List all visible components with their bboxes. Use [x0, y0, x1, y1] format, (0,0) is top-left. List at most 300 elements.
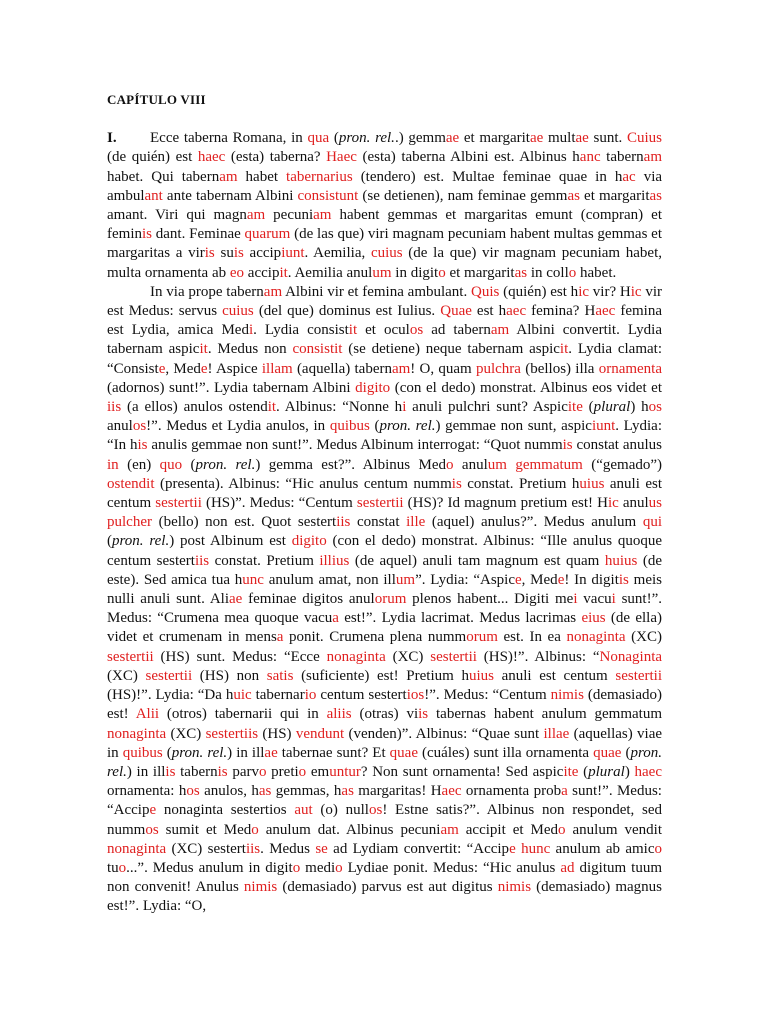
text-run: (tendero) est. Multae feminae quae in h	[352, 168, 623, 185]
highlighted-word: os	[409, 322, 424, 339]
text-run: anulum vendit	[565, 821, 662, 838]
highlighted-word: vendunt	[295, 725, 345, 742]
highlighted-word: ic	[607, 495, 619, 512]
text-run: tabernas habent anulum gemmatum	[428, 706, 662, 723]
paragraph-2	[107, 283, 662, 917]
text-run: sumit et Med	[158, 821, 252, 838]
text-run: (XC)	[166, 725, 206, 742]
highlighted-word: iunt	[591, 418, 616, 435]
text-run: (venden)”. Albinus: “Quae sunt	[344, 725, 544, 742]
text-run: (con el dedo) monstrat. Albinus: “Ille anulus quoque centum sestert	[107, 533, 663, 569]
highlighted-word: in	[107, 456, 119, 473]
highlighted-word: o	[118, 859, 127, 876]
highlighted-word: io	[304, 687, 317, 704]
text-run: habet	[237, 168, 287, 185]
text-run: . Aemilia,	[304, 245, 371, 262]
highlighted-word: qui	[642, 514, 662, 531]
highlighted-word: a	[561, 783, 568, 800]
highlighted-word: iis	[336, 514, 351, 531]
highlighted-word: digito	[355, 379, 391, 396]
text-run: digitum tuum non convenit! Anulus	[107, 859, 662, 896]
text-run: (demasiado) parvus est aut digitus	[277, 879, 498, 896]
highlighted-word: aliis	[326, 706, 352, 723]
highlighted-word: gemmatum	[515, 456, 583, 473]
text-run: anuli pulchri sunt? Aspic	[406, 399, 568, 416]
text-run: et ocul	[357, 322, 410, 339]
text-run: parv	[227, 763, 259, 780]
highlighted-word: nonaginta	[107, 840, 167, 857]
highlighted-word: cuius	[222, 303, 254, 320]
highlighted-word: iis	[194, 552, 210, 569]
text-run: em	[306, 763, 330, 780]
text-run: (HS) non	[192, 667, 267, 684]
text-run: et margarit	[459, 130, 530, 147]
text-run: nonaginta sestertios	[156, 802, 295, 819]
text-run: Ecce taberna Romana, in	[150, 130, 308, 147]
text-run: constat anulus	[572, 437, 662, 454]
text-run: tu	[107, 859, 119, 876]
highlighted-word: am	[246, 207, 266, 224]
highlighted-word: os	[368, 802, 383, 819]
text-run: in digit	[391, 264, 439, 281]
highlighted-word: os	[186, 783, 200, 800]
highlighted-word: ite	[563, 763, 579, 780]
text-run: est!”. Lydia lacrimat. Medus lacrimas	[338, 610, 582, 627]
highlighted-word: a	[276, 629, 284, 646]
highlighted-word: it	[279, 264, 288, 281]
highlighted-word: quarum	[244, 226, 291, 243]
highlighted-word: iunt	[281, 245, 305, 262]
highlighted-word: it	[199, 341, 208, 358]
text-run: constat. Pretium	[209, 552, 320, 569]
text-run: ) gemma est?”. Albinus Med	[255, 456, 447, 473]
highlighted-word: o	[298, 763, 307, 780]
highlighted-word: i	[611, 591, 616, 608]
text-run: ! Aspice	[207, 360, 262, 377]
text-run: et margarit	[579, 187, 650, 204]
highlighted-word: nonaginta	[107, 725, 167, 742]
text-run: (o) null	[312, 802, 369, 819]
text-run: Lydiae ponit. Medus: “Hic anulus	[342, 859, 561, 876]
text-run: (HS)? Id magnum pretium est! H	[403, 495, 608, 512]
highlighted-word: am	[313, 207, 332, 224]
highlighted-word: e	[557, 571, 565, 588]
text-run: mult	[543, 130, 576, 147]
highlighted-word: pulchra	[475, 360, 521, 377]
highlighted-word: is	[142, 226, 153, 243]
highlighted-word: illius	[319, 552, 350, 569]
highlighted-word: se	[315, 840, 328, 857]
text-run: pecuni	[265, 207, 314, 224]
highlighted-word: haec	[634, 763, 662, 780]
text-run: ! In digit	[564, 571, 619, 588]
text-run: su	[214, 245, 234, 262]
paragraph-1	[107, 129, 662, 283]
text-run: dant. Feminae	[152, 226, 245, 243]
highlighted-word: is	[562, 437, 573, 454]
text-run: (a ellos) anulos ostend	[121, 399, 268, 416]
highlighted-word: qua	[307, 130, 330, 147]
text-run: (con el dedo) monstrat. Albinus eos videt et	[390, 379, 662, 396]
highlighted-word: iis	[245, 840, 261, 857]
text-run: vir? H	[589, 283, 631, 300]
highlighted-word: nimis	[497, 879, 532, 896]
highlighted-word: am	[440, 821, 459, 838]
text-run: habet. Qui tabern	[107, 168, 220, 185]
text-run: habent gemmas et margaritas emunt (compran) et femin	[107, 207, 662, 243]
text-run: anulis gemmae non sunt!”. Medus Albinum interrogat: “Quot numm	[147, 437, 563, 454]
text-run: (XC)	[107, 667, 146, 684]
text-run: . Medus	[260, 840, 316, 857]
text-run: sunt!”. Medus: “Accip	[107, 783, 662, 819]
text-run: In via prope tabern	[150, 283, 264, 300]
text-run: (de las que) viri magnam pecuniam habent multas gemmas et margaritas a vir	[107, 226, 662, 262]
text-run: (HS)	[258, 725, 296, 742]
highlighted-word: quibus	[329, 418, 370, 435]
highlighted-word: ios	[406, 687, 425, 704]
text-run: ) h	[630, 399, 649, 416]
text-run: vir est Medus: servus	[107, 283, 663, 320]
text-run: (	[621, 744, 631, 761]
text-run: (demasiado) magnus est!”. Lydia: “O,	[107, 879, 662, 915]
text-run: (esta) taberna?	[225, 149, 327, 166]
highlighted-word: illae	[543, 725, 570, 742]
text-run: (HS)!”. Albinus: “	[476, 648, 600, 665]
highlighted-word: orum	[374, 591, 407, 608]
highlighted-word: as	[258, 783, 272, 800]
text-run: (de ella) videt et crumenam in mens	[107, 610, 662, 646]
text-run: centum sestert	[316, 687, 407, 704]
highlighted-word: aut	[294, 802, 313, 819]
text-run: accip	[244, 264, 280, 281]
highlighted-word: o	[438, 264, 446, 281]
text-run: anul	[107, 418, 133, 435]
highlighted-word: e	[149, 802, 157, 819]
highlighted-word: i	[248, 322, 254, 339]
highlighted-word: ad	[560, 859, 575, 876]
text-run: via ambul	[107, 168, 663, 204]
text-run: ) gemmae non sunt, aspic	[435, 418, 592, 435]
highlighted-word: sestertii	[356, 495, 404, 512]
highlighted-word: aec	[441, 783, 462, 800]
highlighted-word: haec	[197, 149, 226, 166]
text-run: accip	[243, 245, 282, 262]
text-run: ...”. Medus anulum in digit	[126, 859, 293, 876]
text-run: (suficiente) est! Pretium h	[293, 667, 469, 684]
text-run: . Aemilia anul	[287, 264, 373, 281]
text-run: anulum amat, non ill	[263, 571, 396, 588]
text-run: et margarit	[445, 264, 515, 281]
highlighted-word: sestertii	[430, 648, 477, 665]
text-run: ) in ill	[227, 744, 265, 761]
text-run: )	[624, 763, 635, 780]
highlighted-word: aec	[595, 303, 616, 320]
text-run: . Lydia: “In h	[107, 418, 662, 454]
text-run: (HS)”. Medus: “Centum	[201, 495, 357, 512]
text-run: (de este). Sed amica tua h	[107, 552, 662, 588]
highlighted-word: is	[451, 475, 462, 492]
highlighted-word: quibus	[122, 744, 163, 761]
text-run: (	[582, 399, 594, 416]
highlighted-word: os	[132, 418, 147, 435]
highlighted-word: o	[568, 264, 577, 281]
highlighted-word: as	[341, 783, 354, 800]
text-run: (otros) tabernarii qui in	[159, 706, 327, 723]
text-run: anul	[453, 456, 488, 473]
text-run: (cuáles) sunt illa ornamenta	[417, 744, 594, 761]
highlighted-word: orum	[466, 629, 498, 646]
text-run: constat	[350, 514, 407, 531]
highlighted-word: satis	[266, 667, 294, 684]
text-run: sunt!”. Medus: “Crumena mea quoque vacu	[107, 591, 662, 627]
text-run: (	[578, 763, 589, 780]
text-run: est. In ea	[497, 629, 567, 646]
text-run: meis nulli anuli sunt. Ali	[107, 571, 663, 608]
text-run: ”. Lydia: “Aspic	[415, 571, 515, 588]
text-run: ad Lydiam convertit: “Accip	[327, 840, 510, 857]
text-run: ! O, quam	[410, 360, 476, 377]
text-run: (aquella) tabern	[292, 360, 392, 377]
highlighted-word: ite	[567, 399, 583, 416]
text-run: (“gemado”)	[582, 456, 663, 473]
highlighted-word: os	[145, 821, 159, 838]
text-run: ponit. Crumena plena numm	[283, 629, 467, 646]
highlighted-word: ac	[622, 168, 636, 185]
italic-note: pron. rel.	[338, 130, 395, 147]
highlighted-word: sestertii	[155, 495, 202, 512]
text-run: plenos habent... Digiti me	[406, 591, 574, 608]
text-run: tabern	[175, 763, 218, 780]
highlighted-word: pulcher	[107, 514, 152, 531]
text-run: (	[369, 418, 380, 435]
highlighted-word: os	[648, 399, 662, 416]
highlighted-word: ille	[406, 514, 426, 531]
text-run: . Medus non	[207, 341, 293, 358]
highlighted-word: e	[515, 571, 522, 588]
text-run: (	[162, 744, 172, 761]
text-run: anulum dat. Albinus pecuni	[258, 821, 441, 838]
highlighted-word: o	[335, 859, 343, 876]
highlighted-word: nonaginta	[566, 629, 626, 646]
highlighted-word: huius	[604, 552, 638, 569]
highlighted-word: sestertii	[145, 667, 193, 684]
text-run: anulos, h	[199, 783, 259, 800]
highlighted-word: is	[204, 245, 215, 262]
text-run: (adornos) sunt!”. Lydia tabernam Albini	[107, 379, 356, 396]
highlighted-word: ae	[529, 130, 544, 147]
highlighted-word: ornamenta	[598, 360, 663, 377]
text-run: . Lydia consist	[253, 322, 349, 339]
text-run: (se detienen), nam feminae gemm	[358, 187, 568, 204]
text-run: est h	[471, 303, 507, 320]
text-run: sunt.	[588, 130, 627, 147]
text-run: gemmas, h	[271, 783, 342, 800]
text-run: (aquellas) viae in	[107, 725, 663, 761]
highlighted-word: hunc	[521, 840, 551, 857]
highlighted-word: ostendit	[107, 475, 155, 492]
highlighted-word: is	[233, 245, 244, 262]
highlighted-word: a	[332, 610, 339, 627]
highlighted-word: iis	[107, 399, 122, 416]
highlighted-word: i	[402, 399, 407, 416]
text-run: (quién) est h	[499, 283, 579, 300]
highlighted-word: anc	[579, 149, 601, 166]
paragraph-1-body	[107, 130, 662, 280]
highlighted-word: ae	[229, 591, 243, 608]
text-run: accipit et Med	[458, 821, 559, 838]
text-run: constat. Pretium h	[461, 475, 580, 492]
text-run: ) in ill	[126, 763, 166, 780]
text-run: (de la que) vir magnam pecuniam habet, multa ornamenta ab	[107, 245, 662, 281]
text-run: (de quién) est	[107, 149, 198, 166]
text-run: . Lydia clamat: “Consist	[107, 341, 662, 377]
highlighted-word: o	[258, 763, 267, 780]
text-run: !”. Medus: “Centum	[424, 687, 551, 704]
text-run: anuli est centum	[107, 475, 662, 512]
italic-note: pron. rel.	[379, 418, 436, 435]
text-run: tabern	[600, 149, 644, 166]
highlighted-word: e	[509, 840, 516, 857]
text-run: (	[182, 456, 196, 473]
highlighted-word: o	[292, 859, 301, 876]
text-run: amant. Viri qui magn	[107, 207, 247, 224]
highlighted-word: ic	[630, 283, 642, 300]
text-run: ? Non sunt ornamenta! Sed aspic	[360, 763, 564, 780]
highlighted-word: consistunt	[297, 187, 359, 204]
highlighted-word: am	[219, 168, 238, 185]
highlighted-word: e	[200, 360, 208, 377]
highlighted-word: digito	[291, 533, 327, 550]
text-run: (bellos) illa	[520, 360, 599, 377]
text-run: ornamenta: h	[107, 783, 187, 800]
highlighted-word: as	[649, 187, 662, 204]
highlighted-word: um	[395, 571, 416, 588]
highlighted-word: ic	[578, 283, 590, 300]
highlighted-word: i	[573, 591, 578, 608]
text-run: .) gemm	[394, 130, 446, 147]
highlighted-word: uius	[468, 667, 494, 684]
highlighted-word: is	[618, 571, 629, 588]
text-run: (HS) sunt. Medus: “Ecce	[153, 648, 327, 665]
highlighted-word: Quae	[440, 303, 472, 320]
text-run: (se detiene) neque tabernam aspic	[342, 341, 560, 358]
highlighted-word: um	[372, 264, 392, 281]
text-run: (	[329, 130, 339, 147]
highlighted-word: am	[391, 360, 411, 377]
highlighted-word: o	[251, 821, 259, 838]
text-run: habet.	[576, 264, 617, 281]
highlighted-word: eius	[581, 610, 606, 627]
highlighted-word: is	[165, 763, 176, 780]
highlighted-word: am	[490, 322, 510, 339]
text-run: , Med	[165, 360, 201, 377]
text-run: ) post Albinum est	[169, 533, 292, 550]
document-page	[107, 90, 662, 917]
highlighted-word: tabernarius	[286, 168, 353, 185]
italic-note: pron. rel.	[195, 456, 256, 473]
highlighted-word: nimis	[550, 687, 584, 704]
highlighted-word: am	[263, 283, 283, 300]
italic-note: pron. rel.	[107, 744, 662, 780]
text-run: anul	[618, 495, 649, 512]
highlighted-word: us	[648, 495, 663, 512]
text-run: medi	[300, 859, 336, 876]
highlighted-word: illam	[261, 360, 293, 377]
paragraph-number: I.	[107, 130, 117, 147]
highlighted-word: Quis	[471, 283, 500, 300]
text-run: (de aquel) anuli tam magnum est quam	[349, 552, 605, 569]
highlighted-word: sestertii	[107, 648, 154, 665]
highlighted-word: quo	[159, 456, 183, 473]
chapter-title: CAPÍTULO VIII	[107, 92, 206, 107]
text-run: (HS)!”. Lydia: “Da h	[107, 687, 234, 704]
highlighted-word: eo	[229, 264, 245, 281]
highlighted-word: am	[643, 149, 662, 166]
highlighted-word: um	[487, 456, 507, 473]
highlighted-word: nonaginta	[326, 648, 386, 665]
text-run: Albini vir et femina ambulant.	[282, 283, 472, 300]
text-run: femina? H	[526, 303, 596, 320]
text-run: Albini convertit. Lydia tabernam aspic	[107, 322, 663, 358]
highlighted-word: ae	[264, 744, 278, 761]
italic-note: pron. rel.	[112, 533, 170, 550]
highlighted-word: sestertii	[615, 667, 663, 684]
highlighted-word: it	[348, 322, 358, 339]
text-run: anuli est centum	[493, 667, 616, 684]
text-run: . Albinus: “Nonne h	[276, 399, 403, 416]
highlighted-word: cuius	[370, 245, 403, 262]
highlighted-word: untur	[329, 763, 361, 780]
text-run: (aquel) anulus?”. Medus anulum	[425, 514, 643, 531]
text-run: tabernar	[251, 687, 305, 704]
text-run: preti	[266, 763, 299, 780]
highlighted-word: unc	[242, 571, 264, 588]
highlighted-word: o	[558, 821, 566, 838]
highlighted-word: as	[567, 187, 580, 204]
highlighted-word: Cuius	[626, 130, 662, 147]
text-run: (XC)	[385, 648, 431, 665]
text-run: (XC) sestert	[166, 840, 246, 857]
text-run: anulum ab amic	[550, 840, 655, 857]
text-run: ad tabern	[423, 322, 491, 339]
highlighted-word: is	[217, 763, 228, 780]
italic-note: pron. rel.	[171, 744, 228, 761]
highlighted-word: Alii	[135, 706, 160, 723]
highlighted-word: o	[446, 456, 454, 473]
text-run: margaritas! H	[353, 783, 442, 800]
text-run: (otras) vi	[351, 706, 419, 723]
highlighted-word: as	[514, 264, 528, 281]
text-run: (demasiado) est!	[107, 687, 662, 723]
text-run: (en)	[118, 456, 160, 473]
highlighted-word: ae	[575, 130, 589, 147]
highlighted-word: is	[418, 706, 429, 723]
highlighted-word: consistit	[292, 341, 343, 358]
highlighted-word: quae	[593, 744, 622, 761]
text-run: (XC)	[625, 629, 663, 646]
italic-note: plural	[588, 763, 625, 780]
text-run: femina est Lydia, amica Med	[107, 303, 662, 339]
highlighted-word: aec	[506, 303, 527, 320]
italic-note: plural	[593, 399, 631, 416]
text-run: ornamenta prob	[461, 783, 562, 800]
text-run: (esta) taberna Albini est. Albinus h	[356, 149, 580, 166]
text-run: !”. Medus et Lydia anulos, in	[146, 418, 330, 435]
text-run: , Med	[521, 571, 558, 588]
text-run: feminae digitos anul	[242, 591, 375, 608]
highlighted-word: ant	[144, 187, 163, 204]
text-run: in coll	[527, 264, 569, 281]
